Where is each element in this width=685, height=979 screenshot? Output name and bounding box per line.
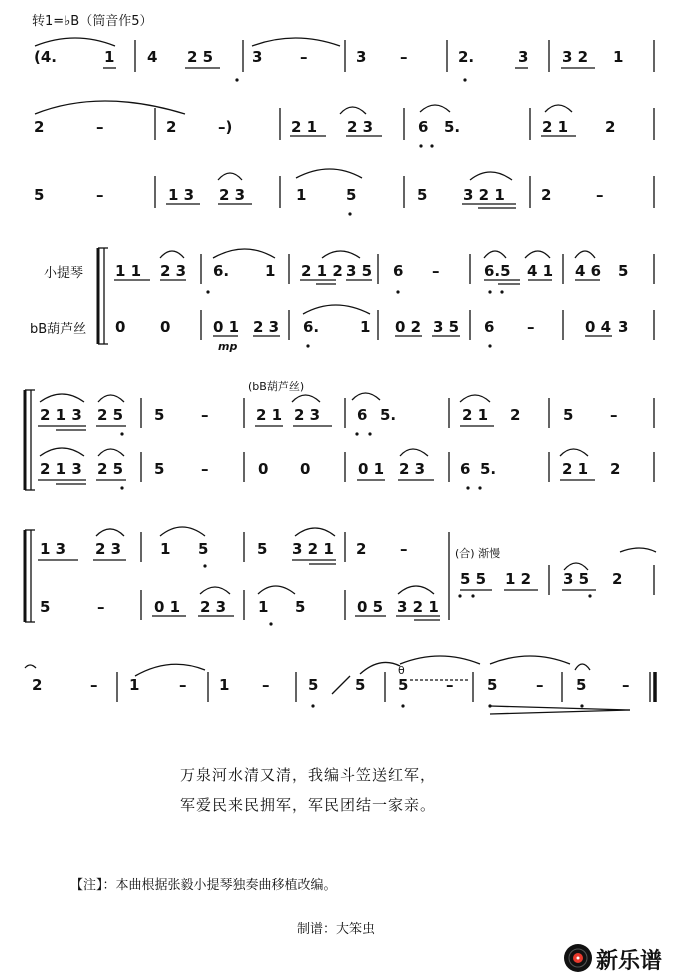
bawu-token: 0 4: [585, 318, 612, 336]
notation-row-7-token: –: [179, 676, 187, 694]
notation-row-2-token: 2: [34, 118, 45, 136]
notation-row-7-token: –: [446, 676, 454, 694]
notation-row-1-token: 2.: [458, 48, 475, 66]
system6-top-token: 5: [198, 540, 209, 558]
notation-row-1-token: 4: [147, 48, 158, 66]
notation-row-7-token: 1: [219, 676, 230, 694]
notation-row-1-token: 2 5: [187, 48, 214, 66]
notation-row-2-token: –): [218, 118, 233, 136]
chorus-token: 1 2: [505, 570, 532, 588]
tremolo-mark: θ: [398, 664, 405, 677]
notation-row-7-token: –: [90, 676, 98, 694]
notation-row-3-token: 5: [34, 186, 45, 204]
chorus-token: 2: [612, 570, 623, 588]
notation-row-1-token: 1: [613, 48, 624, 66]
system6-top-token: 1 3: [40, 540, 67, 558]
notation-row-3-token: 2: [541, 186, 552, 204]
violin-token: 2 3: [160, 262, 187, 280]
notation-row-7-token: 1: [129, 676, 140, 694]
violin-token: 4 1: [527, 262, 554, 280]
notation-row-3-token: 3 2 1: [463, 186, 505, 204]
bawu-token: 0 1: [213, 318, 240, 336]
notation-row-7-token: –: [622, 676, 630, 694]
notation-row-7-token: 2: [32, 676, 43, 694]
notation-row-7-token: 5: [487, 676, 498, 694]
violin-token: 6.: [213, 262, 230, 280]
notation-row-7-token: –: [536, 676, 544, 694]
system5-top-token: 2 1: [462, 406, 489, 424]
system5-bottom-token: 2 3: [399, 460, 426, 478]
system6-top-token: 2: [356, 540, 367, 558]
notation-row-2-token: 2: [166, 118, 177, 136]
notation-row-7-token: 5: [576, 676, 587, 694]
notation-row-2-token: 2 3: [347, 118, 374, 136]
system5-bottom-token: 0: [258, 460, 269, 478]
notation-row-3-token: 5: [346, 186, 357, 204]
notation-row-3-token: 2 3: [219, 186, 246, 204]
system6-top-token: –: [400, 540, 408, 558]
notation-row-1-token: –: [300, 48, 308, 66]
notation-row-7-token: 5: [308, 676, 319, 694]
brand-name: 新乐谱: [596, 949, 663, 974]
bawu-token: 3 5: [433, 318, 460, 336]
notation-row-3-token: 1 3: [168, 186, 195, 204]
system6-bottom-token: 2 3: [200, 598, 227, 616]
system5-bottom-token: 5: [154, 460, 165, 478]
system5-top-token: 2 1: [256, 406, 283, 424]
system5-bottom-token: 2 1 3: [40, 460, 82, 478]
system5-top-token: 5: [154, 406, 165, 424]
bawu-token: 0: [160, 318, 171, 336]
notation-row-2-token: –: [96, 118, 104, 136]
notation-row-2-token: 2: [605, 118, 616, 136]
system6-top-token: 1: [160, 540, 171, 558]
notation-row-1-token: 3: [252, 48, 263, 66]
vinyl-icon: [562, 942, 596, 976]
system5-bottom-token: 2: [610, 460, 621, 478]
system6-bottom-token: –: [97, 598, 105, 616]
system6-top-token: 5: [257, 540, 268, 558]
system5-bottom-token: 2 5: [97, 460, 124, 478]
system6-bottom-token: 0 1: [154, 598, 181, 616]
notation-row-3-token: 5: [417, 186, 428, 204]
note-prefix: 【注】：: [70, 878, 116, 893]
notation-row-7-token: –: [262, 676, 270, 694]
lyric-line-1: 万泉河水清又清，我编斗笠送红军，: [180, 766, 437, 784]
bawu-token: 0 2: [395, 318, 422, 336]
violin-token: 6: [393, 262, 404, 280]
brand-logo: [562, 942, 680, 974]
chorus-token: 3 5: [563, 570, 590, 588]
notation-row-2-token: 2 1: [542, 118, 569, 136]
note-text: 本曲根据张毅小提琴独奏曲移植改编。: [115, 878, 337, 893]
notation-row-1-token: 3: [356, 48, 367, 66]
system5-top-token: 2: [510, 406, 521, 424]
system5-bottom-token: 5.: [480, 460, 497, 478]
system5-top-token: 2 1 3: [40, 406, 82, 424]
system6-bottom-token: 5: [295, 598, 306, 616]
system6-bottom-token: 3 2 1: [397, 598, 439, 616]
violin-token: 2 1 2: [301, 262, 343, 280]
system5-top-token: 2 5: [97, 406, 124, 424]
lyric-line-2: 军爱民来民拥军，军民团结一家亲。: [180, 796, 437, 814]
notation-row-7-token: 5: [398, 676, 409, 694]
system5-bottom-token: 0: [300, 460, 311, 478]
system5-bottom-token: 0 1: [358, 460, 385, 478]
notation-row-7-token: 5: [355, 676, 366, 694]
bawu-token: 3: [618, 318, 629, 336]
bawu-token: 6: [484, 318, 495, 336]
bawu-token: 0: [115, 318, 126, 336]
bawu-token: 6.: [303, 318, 320, 336]
system5-top-token: 2 3: [294, 406, 321, 424]
bawu-token: –: [527, 318, 535, 336]
system5-top-token: 5.: [380, 406, 397, 424]
notation-row-1-token: 1: [104, 48, 115, 66]
notation-row-3-token: –: [596, 186, 604, 204]
credit: 制谱：大笨虫: [297, 922, 376, 937]
bawu-label: bB葫芦丝: [30, 322, 87, 337]
notation-row-1-token: –: [400, 48, 408, 66]
notation-row-2-token: 5.: [444, 118, 461, 136]
system5-top-token: 5: [563, 406, 574, 424]
notation-row-2-token: 6: [418, 118, 429, 136]
violin-label: 小提琴: [44, 266, 84, 281]
notation-row-1-token: (4.: [34, 48, 57, 66]
system6-bottom-token: 1: [258, 598, 269, 616]
violin-token: 4 6: [575, 262, 602, 280]
system5-bottom-token: –: [201, 460, 209, 478]
notation-row-1-token: 3 2: [562, 48, 589, 66]
system6-bottom-token: 5: [40, 598, 51, 616]
violin-token: 5: [618, 262, 629, 280]
violin-token: 6.5: [484, 262, 511, 280]
violin-token: 1 1: [115, 262, 142, 280]
bawu-token: 2 3: [253, 318, 280, 336]
chorus-label: (合) 渐慢: [455, 547, 501, 560]
key-signature: 转1=♭B（筒音作5）: [32, 14, 153, 29]
notation-row-3-token: –: [96, 186, 104, 204]
dynamic-marking: mp: [218, 340, 238, 353]
violin-token: 1: [265, 262, 276, 280]
violin-token: 3 5: [346, 262, 373, 280]
bawu-paren-label: (bB葫芦丝): [248, 380, 305, 393]
notation-row-3-token: 1: [296, 186, 307, 204]
system5-bottom-token: 2 1: [562, 460, 589, 478]
chorus-token: 5 5: [460, 570, 487, 588]
system5-top-token: –: [201, 406, 209, 424]
bawu-token: 1: [360, 318, 371, 336]
system5-bottom-token: 6: [460, 460, 471, 478]
system6-top-token: 3 2 1: [292, 540, 334, 558]
note: [70, 874, 337, 893]
notation-row-2-token: 2 1: [291, 118, 318, 136]
system6-bottom-token: 0 5: [357, 598, 384, 616]
notation-row-1-token: 3: [518, 48, 529, 66]
violin-token: –: [432, 262, 440, 280]
system6-top-token: 2 3: [95, 540, 122, 558]
system5-top-token: –: [610, 406, 618, 424]
system5-top-token: 6: [357, 406, 368, 424]
